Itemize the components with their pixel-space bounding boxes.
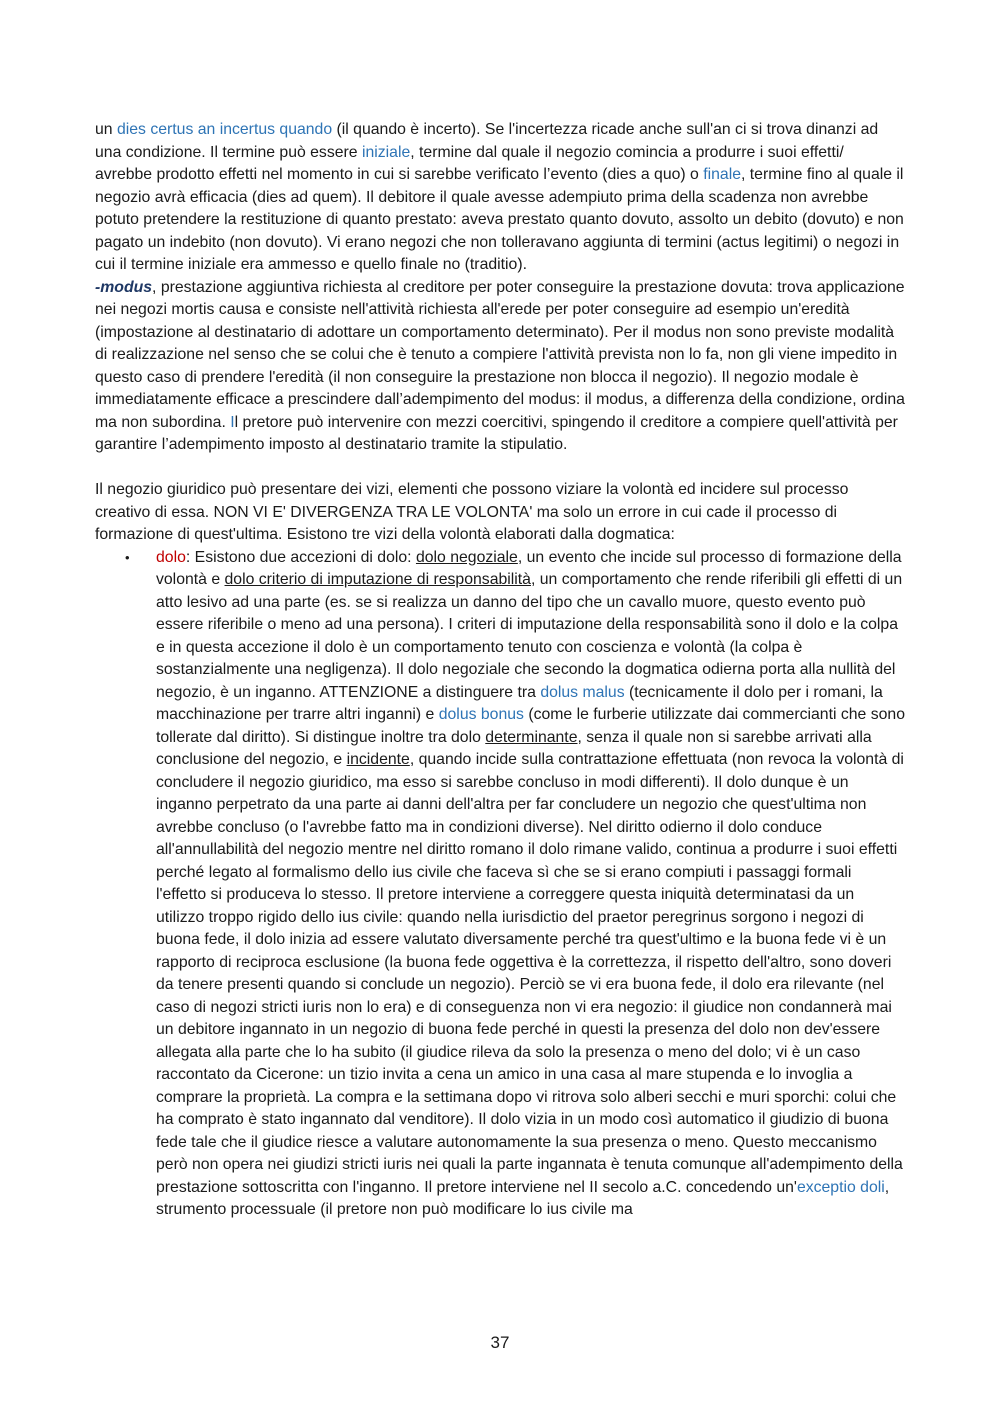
term-incidente: incidente: [346, 751, 410, 768]
para2-blue-letter: I: [230, 413, 235, 431]
term-dolo-negoziale: dolo negoziale: [415, 548, 518, 566]
bullet-marker: •: [125, 549, 130, 565]
dolo-text-1: : Esistono due accezioni di dolo:: [185, 548, 416, 566]
dolo-text-3: , un comportamento che rende riferibili gli effetti di un atto lesivo ad una parte (es. se si realizza un danno del tipo che un cavallo muore, questo evento può essere riferibile o meno ad una persona). I criteri di imputazione della responsabilità sono il dolo e la colpa e in questa accezione il dolo è un comportamento tenuto con coscienza e volontà (la colpa è sostanzialmente una negligenza). Il dolo negoziale che secondo la dogmatica odierna porta alla nullità del negozio, è un inganno. ATTENZIONE a distinguere tra: [156, 571, 903, 701]
dolo-text-5: (come le furberie utilizzate dai commercianti che sono tollerate dal diritto). Si distingue inoltre tra dolo: [156, 706, 905, 746]
dolo-text-4: (tecnicamente il dolo per i romani, la macchinazione per trarre altri inganni) e: [156, 683, 883, 723]
para2-text-1: , prestazione aggiuntiva richiesta al creditore per poter conseguire la prestazione dovuta: trova applicazione nei negozi mortis causa e consiste nell'attività richiesta all'erede per poter conseguire ad esempio un'eredità (impostazione al destinatario di adottare un comportamento determinato). Per il modus non sono previste modalità di realizzazione nel senso che se colui che è tenuto a compiere l'attività prevista non lo fa, non gli viene impedito in questo caso di prendere l'eredità (il non conseguire la prestazione non blocca il negozio). Il negozio modale è immediatamente efficace a prescindere dall’adempimento del modus: il modus, a differenza della condizione, ordina ma non subordina.: [95, 278, 905, 431]
dolo-text-8: , strumento processuale (il pretore non può modificare lo ius civile ma: [156, 1178, 890, 1218]
para1-text-2: (il quando è incerto). Se l'incertezza ricade anche sull'an ci si trova dinanzi ad una condizione. Il termine può essere: [95, 121, 879, 161]
paragraph-spacer: [95, 457, 905, 480]
paragraph-modus: [95, 277, 905, 457]
document-body: [95, 119, 905, 1222]
dolo-text-7: , quando incide sulla contrattazione effettuata (non revoca la volontà di concludere il negozio giuridico, ma esso si sarebbe concluso in modi differenti). Il dolo dunque è un inganno perpetrato da una parte ai danni dell'altra per far concludere un negozio che quest'ultima non avrebbe concluso (o l'avrebbe fatto ma in condizioni diverse). Nel diritto odierno il dolo conduce all'annullabilità del negozio mentre nel diritto romano il dolo rimane valido, continua a produrre i suoi effetti perché legato al formalismo dello ius civile che faceva sì che se si erano compiuti i passaggi formali l'effetto si produceva lo stesso. Il pretore interviene a correggere questa iniquità determinatasi da un utilizzo troppo rigido dello ius civile: quando nella iurisdictio del praetor peregrinus sorgono i negozi di buona fede, il dolo inizia ad essere valutato diversamente perché tra quest'ultimo e la buona fede vi è un rapporto di reciproca esclusione (la buona fede oggettiva è la correttezza, il rispetto dell'altro, sono doveri da tenere presenti quando si conclude un negozio). Perciò se vi era buona fede, il dolo era rilevante (nel caso di negozi stricti iuris non lo era) e di conseguenza non vi era negozio: il giudice non condannerà mai un debitore ingannato in un negozio di buona fede perché in questi la presenza del dolo non dev'essere allegata alla parte che lo ha subito (il giudice rileva da solo la presenza o meno del dolo; vi è un caso raccontato da Cicerone: un tizio invita a cena un amico in una casa al mare stupenda e lo invoglia a comprare la proprietà. La compra e la settimana dopo vi ritrova solo alberi secchi e muri sporchi: colui che ha comprato è stato ingannato dal venditore). Il dolo vizia in un modo così automatico il giudizio di buona fede tale che il giudice riesce a valutare autonomamente la sua presenza o meno. Questo meccanismo però non opera nei giudizi stricti iuris nei quali la parte ingannata è tenuta comunque all'adempimento della prestazione sottoscritta con l'inganno. Il pretore interviene nel II secolo a.C. concedendo un': [156, 751, 904, 1196]
dolo-text-6: , senza il quale non si sarebbe arrivati alla conclusione del negozio, e: [156, 728, 872, 768]
para1-text-4: , termine fino al quale il negozio avrà efficacia (dies ad quem). Il debitore il quale avesse adempiuto prima della scadenza non avrebbe potuto pretendere la restituzione di quanto prestato: aveva prestato quanto dovuto, assolto un debito (dovuto) e non pagato un indebito (non dovuto). Vi erano negozi che non tolleravano aggiunta di termini (actus legitimi) o negozi in cui il termine iniziale era ammesso e quello finale no (traditio).: [95, 166, 904, 273]
list-item-dolo: [95, 547, 905, 1222]
vizi-list: [95, 547, 905, 1222]
dolo-label: dolo: [156, 548, 186, 566]
page-number: 37: [490, 1333, 510, 1352]
para2-text-2: l pretore può intervenire con mezzi coercitivi, spingendo il creditore a compiere quell'attività per garantire l’adempimento imposto al destinatario tramite la stipulatio.: [95, 413, 898, 453]
para1-text-1: un: [95, 121, 117, 138]
term-dolo-criterio: dolo criterio di imputazione di responsabilità: [224, 571, 531, 588]
dolo-text-2: , un evento che incide sul processo di formazione della volontà e: [156, 548, 902, 588]
term-iniziale: iniziale: [361, 143, 411, 161]
term-finale: finale: [703, 166, 741, 183]
term-dolus-malus: dolus malus: [540, 683, 625, 701]
term-exceptio-doli: exceptio doli: [796, 1178, 885, 1196]
term-dies-certus: dies certus an incertus quando: [116, 121, 333, 138]
term-dolus-bonus: dolus bonus: [438, 706, 524, 723]
paragraph-termine: [95, 119, 905, 277]
paragraph-vizi: Il negozio giuridico può presentare dei vizi, elementi che possono viziare la volontà ed incidere sul processo creativo di essa. NON VI E' DIVERGENZA TRA LE VOLONTA' ma solo un errore in cui cade il processo di formazione di quest'ultima. Esistono tre vizi della volontà elaborati dalla dogmatica:: [95, 481, 849, 543]
term-determinante: determinante: [485, 728, 578, 746]
modus-heading: -modus: [95, 278, 153, 296]
para1-text-3: , termine dal quale il negozio comincia a produrre i suoi effetti/ avrebbe prodotto effetti nel momento in cui si sarebbe verificato l’evento (dies a quo) o: [95, 143, 844, 183]
